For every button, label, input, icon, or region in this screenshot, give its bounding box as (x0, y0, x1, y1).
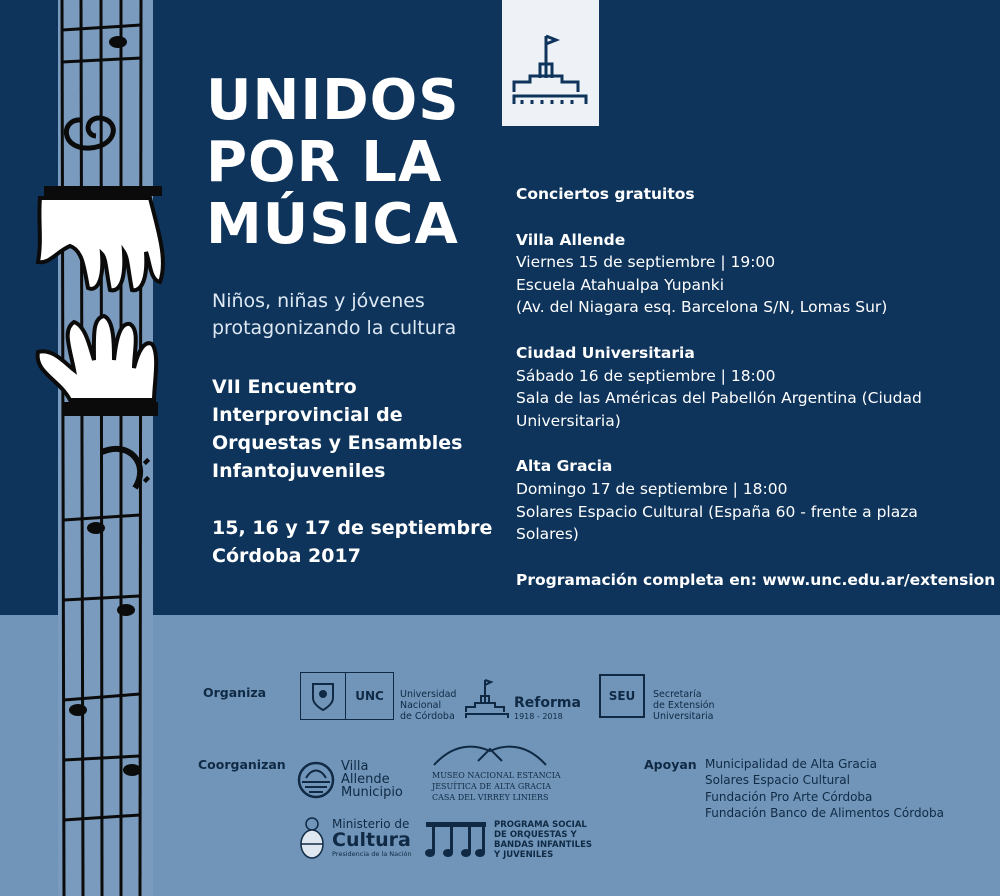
dates-line: 15, 16 y 17 de septiembre (212, 517, 493, 539)
event-name-line: Infantojuveniles (212, 460, 386, 482)
reforma-logo-box (502, 0, 599, 126)
venue-block (516, 342, 986, 432)
apoyan-item: Fundación Pro Arte Córdoba (705, 789, 873, 804)
venue-city: Alta Gracia (516, 457, 613, 476)
venue-date: Viernes 15 de septiembre | 19:00 (516, 253, 776, 272)
villa-allende-line: Villa (341, 759, 369, 774)
museo-line: CASA DEL VIRREY LINIERS (432, 793, 549, 802)
seu-name (653, 689, 715, 722)
title-line: UNIDOS (206, 68, 460, 133)
dates-line: Córdoba 2017 (212, 545, 361, 567)
seu-name-line: Universitaria (653, 711, 714, 722)
venue-date: Domingo 17 de septiembre | 18:00 (516, 479, 788, 498)
program-link[interactable]: Programación completa en: www.unc.edu.ar/extension (516, 571, 996, 589)
unc-name-line: Nacional (400, 700, 442, 711)
apoyan-item: Municipalidad de Alta Gracia (705, 757, 877, 771)
seu-name-line: Secretaría (653, 689, 702, 700)
museo-line: MUSEO NACIONAL ESTANCIA (432, 771, 561, 780)
subtitle-line: protagonizando la cultura (212, 317, 457, 339)
unc-name (400, 689, 456, 722)
venue-block (516, 455, 986, 545)
subtitle-line: Niños, niñas y jóvenes (212, 290, 425, 312)
ministerio-line: Cultura (332, 829, 411, 851)
venue-block (516, 229, 986, 319)
venue-place: Universitaria) (516, 411, 621, 430)
unc-name-line: Universidad (400, 689, 457, 700)
venue-place: Sala de las Américas del Pabellón Argentina (Ciudad (516, 389, 922, 408)
venue-city: Ciudad Universitaria (516, 343, 695, 362)
reforma-years: 1918 - 2018 (514, 712, 563, 721)
poster-title (206, 70, 460, 256)
event-name-line: Interprovincial de (212, 404, 403, 426)
ministerio-name (332, 818, 412, 858)
venue-city: Villa Allende (516, 230, 626, 249)
venue-place: Solares Espacio Cultural (España 60 - frente a plaza (516, 502, 918, 521)
apoyan-item: Fundación Banco de Alimentos Córdoba (705, 805, 944, 820)
unc-logo (300, 672, 394, 720)
museo-line: JESUÍTICA DE ALTA GRACIA (432, 782, 552, 791)
monument-icon (502, 0, 599, 126)
apoyan-item: Solares Espacio Cultural (705, 773, 850, 788)
venue-place: Escuela Atahualpa Yupanki (516, 275, 725, 294)
event-name (212, 373, 462, 485)
programa-line: DE ORQUESTAS Y (494, 830, 577, 840)
title-line: POR LA (206, 130, 443, 195)
programa-line: Y JUVENILES (494, 850, 554, 860)
concerts-heading: Conciertos gratuitos (516, 185, 695, 203)
programa-line: PROGRAMA SOCIAL (494, 820, 587, 830)
ministerio-line: Presidencia de la Nación (332, 850, 412, 858)
programa-line: BANDAS INFANTILES (494, 840, 592, 850)
event-dates (212, 514, 492, 570)
unc-abbr: UNC (355, 689, 384, 703)
villa-allende-line: Municipio (341, 785, 403, 800)
event-name-line: Orquestas y Ensambles (212, 432, 463, 454)
programa-name (494, 820, 592, 860)
coorganizan-label: Coorganizan (198, 757, 286, 772)
apoyan-label: Apoyan (644, 757, 697, 772)
ministerio-line: Ministerio de (332, 817, 410, 831)
villa-allende-line: Allende (341, 772, 390, 787)
museo-arch-icon (432, 741, 548, 767)
seu-name-line: de Extensión (653, 700, 715, 711)
unc-name-line: de Córdoba (400, 711, 455, 722)
seu-logo (599, 674, 645, 718)
museo-name (432, 770, 561, 803)
reforma-name: Reforma (514, 695, 581, 711)
venue-date: Sábado 16 de septiembre | 18:00 (516, 366, 776, 385)
apoyan-list (705, 756, 944, 821)
reforma-monument-icon (463, 676, 511, 720)
argentina-coat-of-arms-icon (297, 816, 327, 862)
event-name-line: VII Encuentro (212, 376, 357, 398)
unc-crest-icon (301, 673, 346, 719)
villa-allende-emblem-icon (296, 760, 336, 800)
seu-mark: SEU (608, 689, 636, 703)
concerts-list (516, 183, 986, 546)
venue-place: (Av. del Niagara esq. Barcelona S/N, Lomas Sur) (516, 298, 888, 317)
organiza-label: Organiza (203, 685, 267, 700)
music-notes-icon (424, 818, 490, 860)
staff-hands-illustration (0, 0, 190, 896)
venue-place: Solares) (516, 525, 579, 544)
title-line: MÚSICA (206, 192, 459, 257)
subtitle (212, 288, 456, 342)
villa-allende-name (341, 760, 403, 799)
